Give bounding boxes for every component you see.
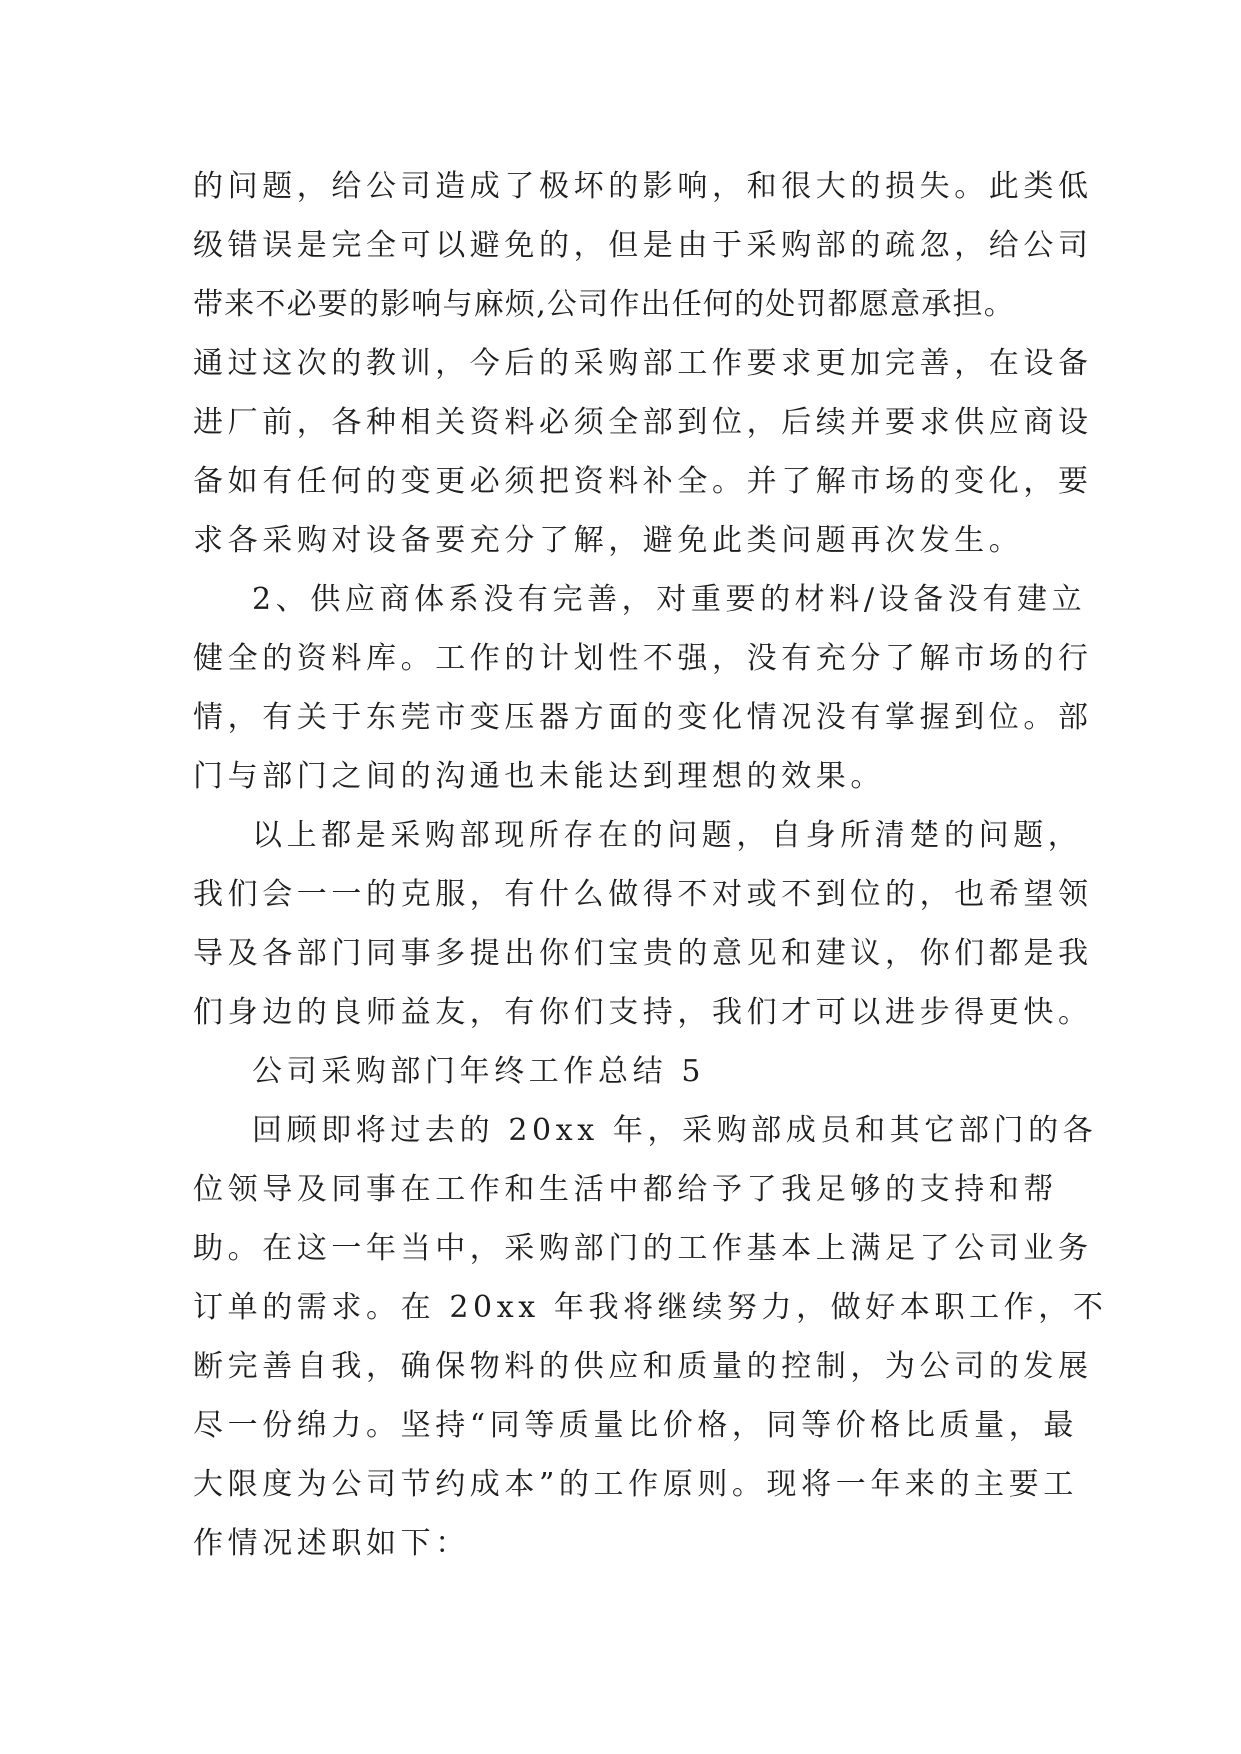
paragraph-first-line: 以上都是采购部现所存在的问题，自身所清楚的问题， <box>252 818 1083 853</box>
text-line: 进厂前，各种相关资料必须全部到位，后续并要求供应商设 <box>193 405 1093 440</box>
text-line: 备如有任何的变更必须把资料补全。并了解市场的变化，要 <box>193 464 1093 499</box>
text-line: 通过这次的教训，今后的采购部工作要求更加完善，在设备 <box>193 346 1093 381</box>
text-line: 我们会一一的克服，有什么做得不对或不到位的，也希望领 <box>193 877 1093 912</box>
text-line: 断完善自我，确保物料的供应和质量的控制，为公司的发展 <box>193 1349 1093 1384</box>
text-line: 们身边的良师益友，有你们支持，我们才可以进步得更快。 <box>193 995 1093 1030</box>
text-line: 健全的资料库。工作的计划性不强，没有充分了解市场的行 <box>193 641 1093 676</box>
text-line: 大限度为公司节约成本”的工作原则。现将一年来的主要工 <box>193 1467 1078 1502</box>
text-line: 尽一份绵力。坚持“同等质量比价格，同等价格比质量，最 <box>193 1408 1078 1443</box>
text-line: 求各采购对设备要充分了解，避免此类问题再次发生。 <box>193 523 1024 558</box>
text-line: 订单的需求。在 20xx 年我将继续努力，做好本职工作，不 <box>193 1290 1108 1325</box>
text-line: 门与部门之间的沟通也未能达到理想的效果。 <box>193 759 885 794</box>
text-line: 作情况述职如下： <box>193 1526 470 1561</box>
section-heading: 公司采购部门年终工作总结 5 <box>252 1054 706 1089</box>
text-line: 的问题，给公司造成了极坏的影响，和很大的损失。此类低 <box>193 169 1093 204</box>
paragraph-first-line: 回顾即将过去的 20xx 年，采购部成员和其它部门的各 <box>252 1113 1098 1148</box>
text-line: 带来不必要的影响与麻烦,公司作出任何的处罚都愿意承担。 <box>193 287 1015 322</box>
text-line: 级错误是完全可以避免的，但是由于采购部的疏忽，给公司 <box>193 228 1093 263</box>
text-line: 位领导及同事在工作和生活中都给予了我足够的支持和帮 <box>193 1172 1058 1207</box>
text-line: 导及各部门同事多提出你们宝贵的意见和建议，你们都是我 <box>193 936 1093 971</box>
paragraph-first-line: 2、供应商体系没有完善，对重要的材料/设备没有建立 <box>252 582 1087 617</box>
text-line: 助。在这一年当中，采购部门的工作基本上满足了公司业务 <box>193 1231 1093 1266</box>
text-line: 情，有关于东莞市变压器方面的变化情况没有掌握到位。部 <box>193 700 1093 735</box>
